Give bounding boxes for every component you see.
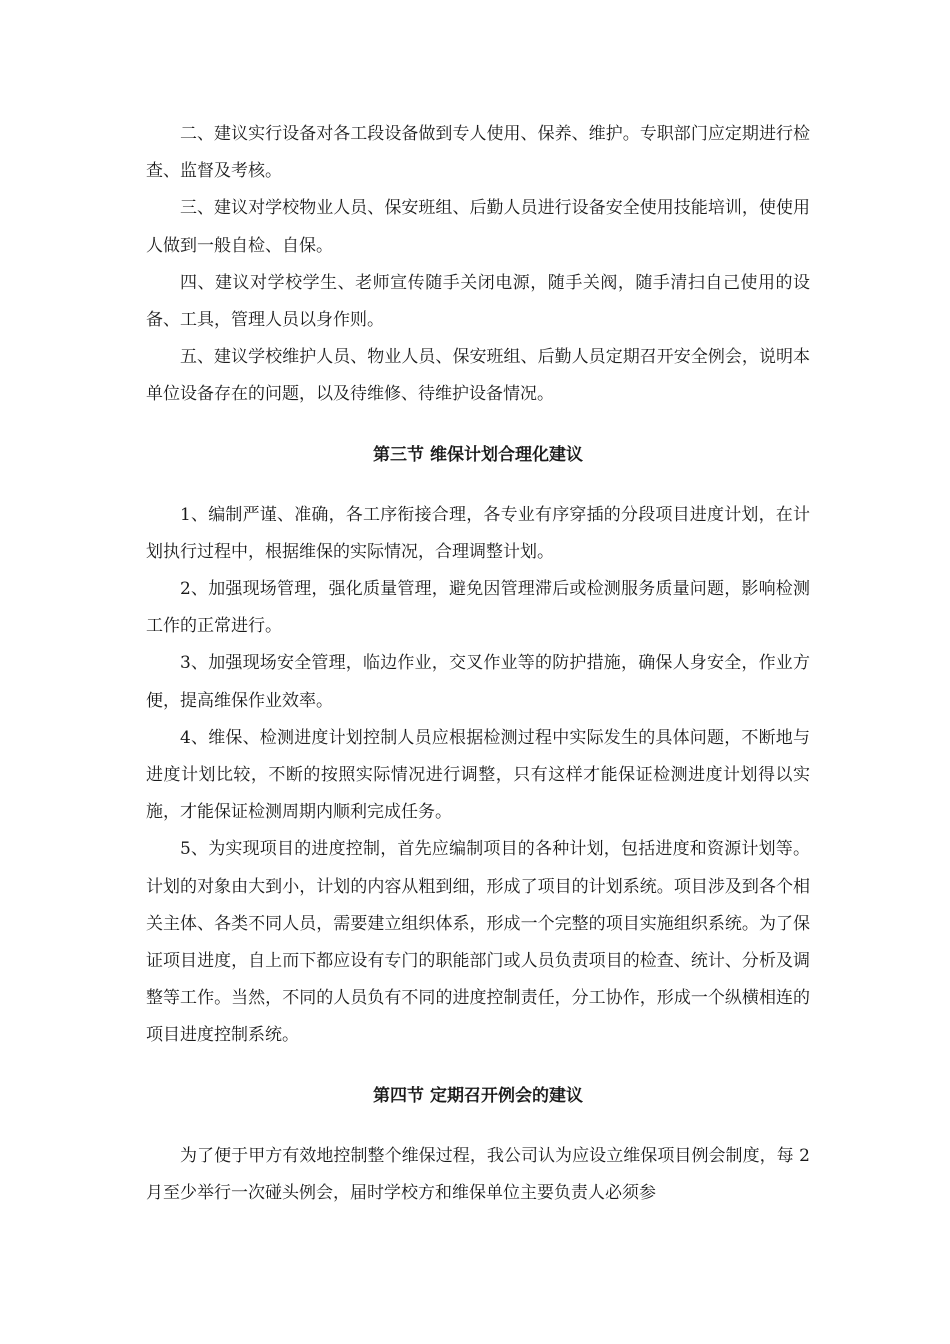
- paragraph-suggestion-3: 三、建议对学校物业人员、保安班组、后勤人员进行设备安全使用技能培训，使使用人做到一般自检、自保。: [146, 198, 810, 256]
- section-3-item-4: 4、维保、检测进度计划控制人员应根据检测过程中实际发生的具体问题，不断地与进度计划比较，不断的按照实际情况进行调整，只有这样才能保证检测进度计划得以实施，才能保证检测周期内顺利完成任务。: [146, 727, 810, 823]
- section-3-item-2: 2、加强现场管理，强化质量管理，避免因管理滞后或检测服务质量问题，影响检测工作的正常进行。: [146, 579, 810, 637]
- document-page: [146, 116, 810, 1212]
- section-3-heading: 第三节 维保计划合理化建议: [373, 444, 583, 465]
- section-4-heading: 第四节 定期召开例会的建议: [373, 1085, 583, 1106]
- paragraph-suggestion-5: 五、建议学校维护人员、物业人员、保安班组、后勤人员定期召开安全例会，说明本单位设备存在的问题，以及待维修、待维护设备情况。: [146, 347, 810, 405]
- section-4-paragraph-1: 为了便于甲方有效地控制整个维保过程，我公司认为应设立维保项目例会制度，每 2 月至少举行一次碰头例会，届时学校方和维保单位主要负责人必须参: [146, 1145, 810, 1203]
- section-3-item-5: 5、为实现项目的进度控制，首先应编制项目的各种计划，包括进度和资源计划等。计划的对象由大到小，计划的内容从粗到细，形成了项目的计划系统。项目涉及到各个相关主体、各类不同人员，需要建立组织体系，形成一个完整的项目实施组织系统。为了保证项目进度，自上而下都应设有专门的职能部门或人员负责项目的检查、统计、分析及调整等工作。当然，不同的人员负有不同的进度控制责任，分工协作，形成一个纵横相连的项目进度控制系统。: [146, 839, 810, 1046]
- section-3-item-3: 3、加强现场安全管理，临边作业，交叉作业等的防护措施，确保人身安全，作业方便，提高维保作业效率。: [146, 653, 810, 711]
- paragraph-suggestion-4: 四、建议对学校学生、老师宣传随手关闭电源，随手关阀，随手清扫自己使用的设备、工具，管理人员以身作则。: [146, 272, 810, 331]
- paragraph-suggestion-2: 二、建议实行设备对各工段设备做到专人使用、保养、维护。专职部门应定期进行检查、监督及考核。: [146, 124, 810, 182]
- section-3-item-1: 1、编制严谨、准确，各工序衔接合理，各专业有序穿插的分段项目进度计划，在计划执行过程中，根据维保的实际情况，合理调整计划。: [146, 504, 810, 562]
